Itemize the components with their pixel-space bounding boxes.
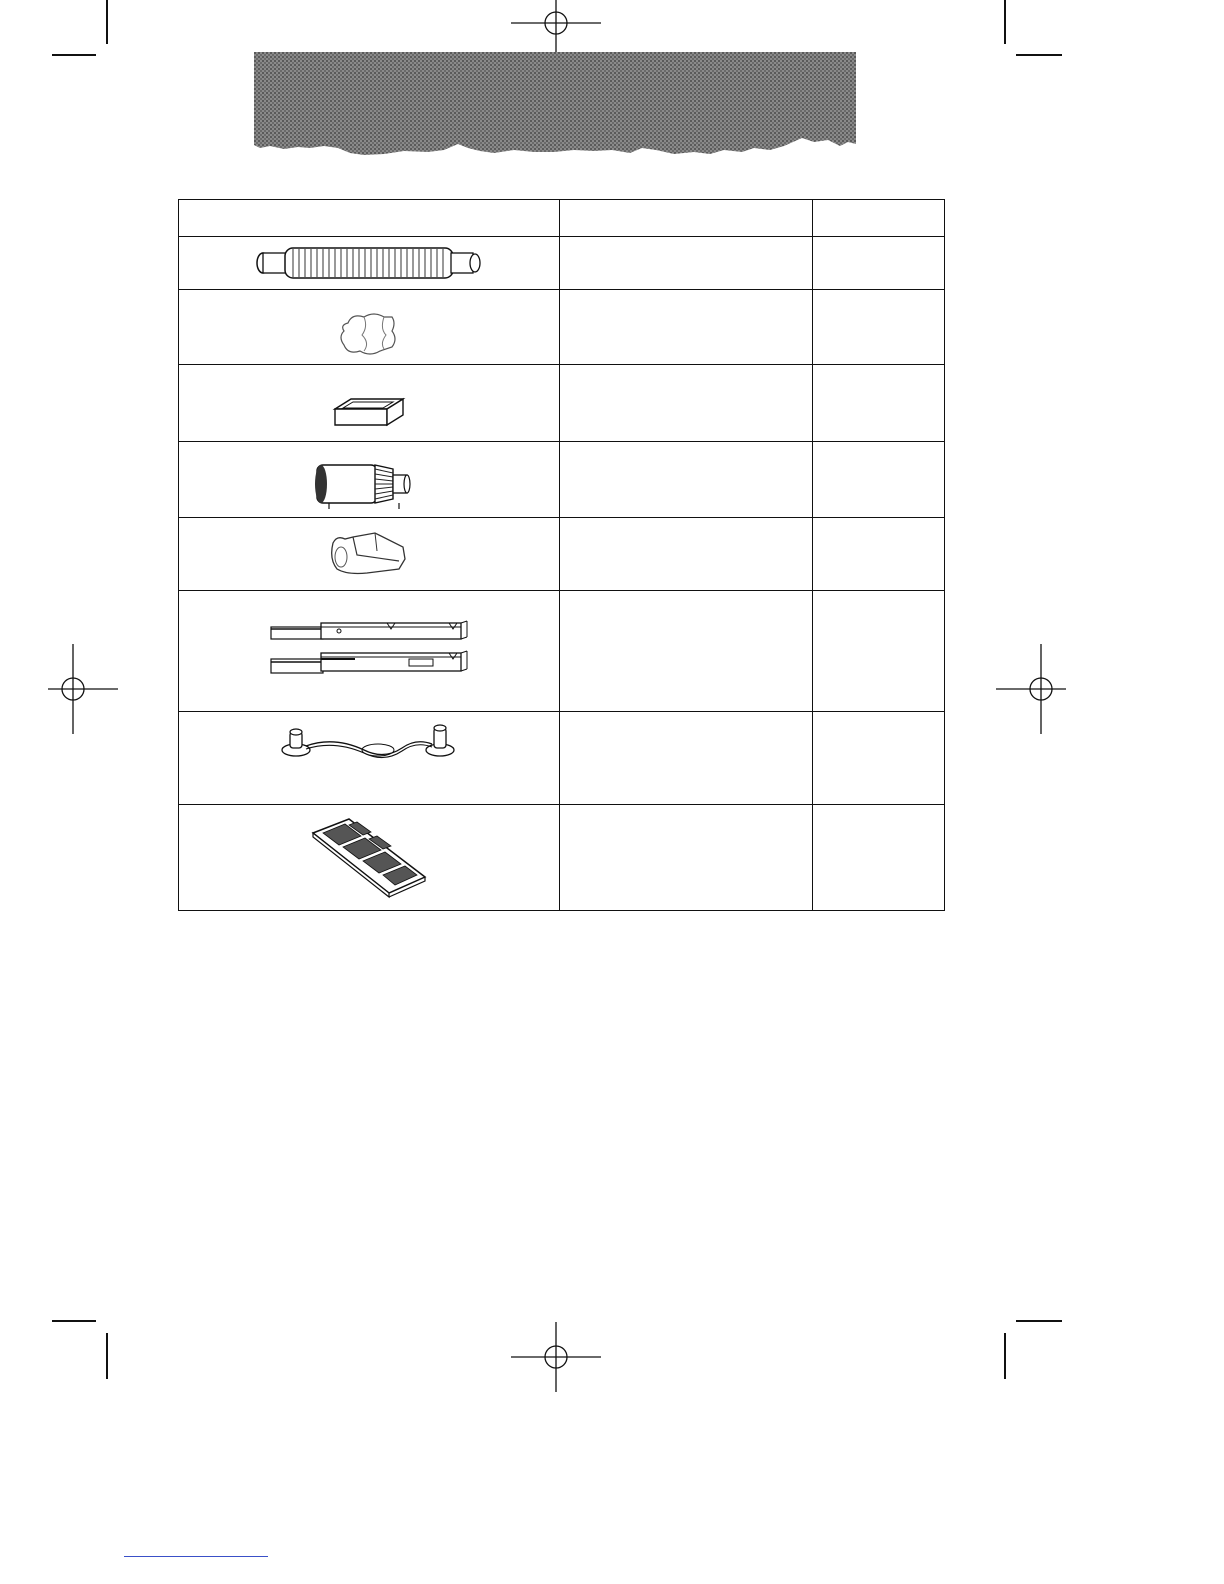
- illustration-cell: [179, 237, 560, 290]
- quantity-cell: [813, 290, 945, 365]
- hose-connector-icon: [309, 457, 429, 513]
- remote-sensor-cord-icon: [274, 716, 464, 766]
- tray-icon: [331, 393, 407, 433]
- table-row: [179, 365, 945, 442]
- crop-mark: [106, 0, 108, 44]
- description-cell: [560, 237, 813, 290]
- quantity-cell: [813, 591, 945, 712]
- illustration-cell: [179, 805, 560, 911]
- crop-mark: [52, 1320, 96, 1322]
- table-row: [179, 712, 945, 805]
- window-slider-panels-icon: [269, 619, 469, 679]
- description-cell: [560, 442, 813, 518]
- crop-mark: [106, 1333, 108, 1379]
- quantity-cell: [813, 365, 945, 442]
- header-cell-description: [560, 200, 813, 237]
- quantity-cell: [813, 805, 945, 911]
- table-row: [179, 290, 945, 365]
- parts-table: [178, 199, 945, 911]
- description-cell: [560, 290, 813, 365]
- air-filter-icon: [309, 813, 429, 903]
- illustration-cell: [179, 365, 560, 442]
- illustration-cell: [179, 591, 560, 712]
- table-row: [179, 805, 945, 911]
- illustration-cell: [179, 290, 560, 365]
- registration-mark-right: [996, 644, 1086, 734]
- table-row: [179, 442, 945, 518]
- quantity-cell: [813, 518, 945, 591]
- crop-mark: [1016, 54, 1062, 56]
- section-header-banner: [254, 52, 856, 160]
- footer-link-underline: [124, 1556, 268, 1557]
- quantity-cell: [813, 442, 945, 518]
- registration-mark-bottom: [511, 1312, 601, 1402]
- exhaust-hose-icon: [249, 243, 489, 283]
- description-cell: [560, 712, 813, 805]
- illustration-cell: [179, 518, 560, 591]
- crop-mark: [1016, 1320, 1062, 1322]
- table-row: [179, 518, 945, 591]
- quantity-cell: [813, 237, 945, 290]
- window-nozzle-icon: [327, 529, 411, 579]
- table-row: [179, 237, 945, 290]
- crop-mark: [1004, 1333, 1006, 1379]
- description-cell: [560, 518, 813, 591]
- registration-mark-left: [28, 644, 118, 734]
- table-header-row: [179, 200, 945, 237]
- description-cell: [560, 805, 813, 911]
- crop-mark: [1004, 0, 1006, 44]
- crop-mark: [52, 54, 96, 56]
- hose-adapter-icon: [334, 309, 404, 359]
- illustration-cell: [179, 442, 560, 518]
- illustration-cell: [179, 712, 560, 805]
- description-cell: [560, 365, 813, 442]
- description-cell: [560, 591, 813, 712]
- table-row: [179, 591, 945, 712]
- header-cell-illustration: [179, 200, 560, 237]
- quantity-cell: [813, 712, 945, 805]
- header-cell-quantity: [813, 200, 945, 237]
